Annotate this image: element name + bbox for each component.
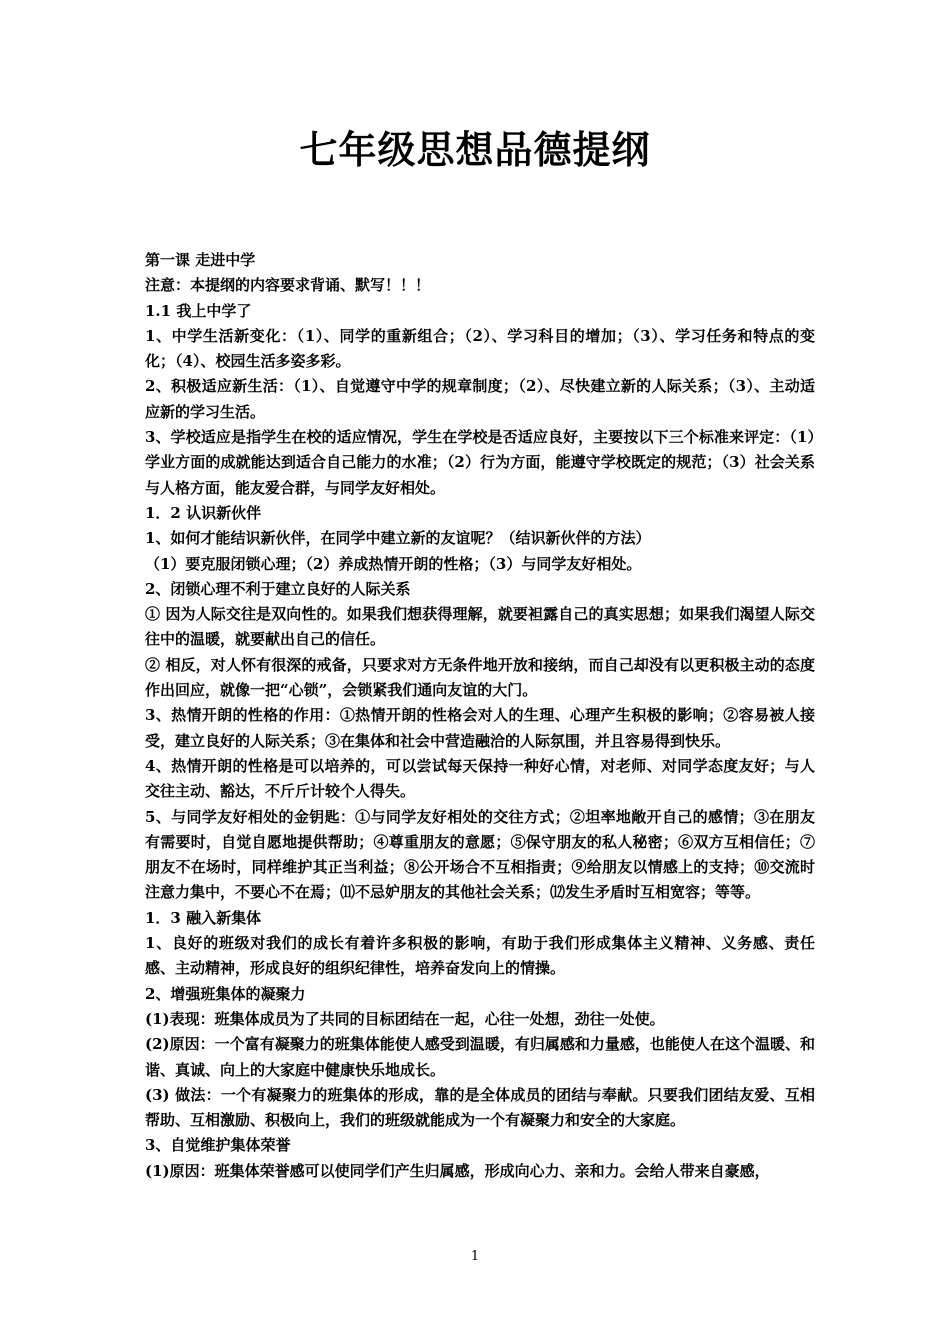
paragraph: 3、自觉维护集体荣誉 [145, 1136, 291, 1155]
section-heading: 1.1 我上中学了 [145, 301, 252, 320]
paragraph: 3、热情开朗的性格的作用：①热情开朗的性格会对人的生理、心理产生积极的影响；②容易被人接受，建立良好的人际关系；③在集体和社会中营造融洽的人际氛围，并且容易得到快乐。 [145, 706, 815, 750]
paragraph: (2)原因：一个富有凝聚力的班集体能使人感受到温暖，有归属感和力量感，也能使人在这个温暖、和谐、真诚、向上的大家庭中健康快乐地成长。 [145, 1035, 815, 1079]
section-heading: 1．3 融入新集体 [145, 908, 262, 927]
paragraph: 5、与同学友好相处的金钥匙：①与同学友好相处的交往方式；②坦率地敞开自己的感情；③在朋友有需要时，自觉自愿地提供帮助；④尊重朋友的意愿；⑤保守朋友的私人秘密；⑥双方互相信任；⑦朋友不在场时，同样维护其正当利益；⑧公开场合不互相指责；⑨给朋友以情感上的支持；⑩交流时注意力集中，不要心不在焉；⑾不忌妒朋友的其他社会关系；⑿发生矛盾时互相宽容；等等。 [145, 807, 815, 902]
document-title: 七年级思想品德提纲 [299, 127, 651, 172]
paragraph: (1)表现：班集体成员为了共同的目标团结在一起，心往一处想，劲往一处使。 [145, 1009, 665, 1028]
paragraph: 1、如何才能结识新伙伴，在同学中建立新的友谊呢？（结识新伙伴的方法） [145, 529, 651, 548]
paragraph: ① 因为人际交往是双向性的。如果我们想获得理解，就要袒露自己的真实思想；如果我们渴望人际交往中的温暖，就要献出自己的信任。 [145, 605, 815, 649]
page-number: 1 [470, 1249, 480, 1264]
paragraph: 2、闭锁心理不利于建立良好的人际关系 [145, 579, 411, 598]
paragraph: 4、热情开朗的性格是可以培养的，可以尝试每天保持一种好心情，对老师、对同学态度友好；与人交往主动、豁达，不斤斤计较个人得失。 [145, 756, 815, 801]
notice-line: 注意：本提纲的内容要求背诵、默写！！！ [145, 276, 431, 295]
paragraph: 1、中学生活新变化：（1）、同学的重新组合；（2）、学习科目的增加；（3）、学习任务和特点的变化；（4）、校园生活多姿多彩。 [145, 326, 815, 371]
section-heading: 1．2 认识新伙伴 [145, 503, 262, 522]
paragraph: （1）要克服闭锁心理；（2）养成热情开朗的性格；（3）与同学友好相处。 [145, 554, 642, 573]
paragraph: 2、积极适应新生活：（1）、自觉遵守中学的规章制度；（2）、尽快建立新的人际关系；（3）、主动适应新的学习生活。 [145, 377, 815, 421]
paragraph: (3) 做法：一个有凝聚力的班集体的形成，靠的是全体成员的团结与奉献。只要我们团结友爱、互相帮助、互相激励、积极向上，我们的班级就能成为一个有凝聚力和安全的大家庭。 [145, 1085, 815, 1130]
paragraph: (1)原因：班集体荣誉感可以使同学们产生归属感，形成向心力、亲和力。会给人带来自豪感， [145, 1161, 770, 1180]
lesson-heading: 第一课 走进中学 [145, 251, 256, 269]
paragraph: 1、良好的班级对我们的成长有着许多积极的影响，有助于我们形成集体主义精神、义务感、责任感、主动精神，形成良好的组织纪律性，培养奋发向上的情操。 [145, 934, 815, 978]
paragraph: 3、学校适应是指学生在校的适应情况，学生在学校是否适应良好，主要按以下三个标准来评定：（1）学业方面的成就能达到适合自己能力的水准；（2）行为方面，能遵守学校既定的规范；（3）社会关系与人格方面，能友爱合群，与同学友好相处。 [145, 428, 815, 497]
paragraph: ② 相反，对人怀有很深的戒备，只要求对方无条件地开放和接纳，而自己却没有以更积极主动的态度作出回应，就像一把“心锁”，会锁紧我们通向友谊的大门。 [145, 655, 815, 700]
document-body [145, 248, 815, 1184]
paragraph: 2、增强班集体的凝聚力 [145, 984, 306, 1003]
